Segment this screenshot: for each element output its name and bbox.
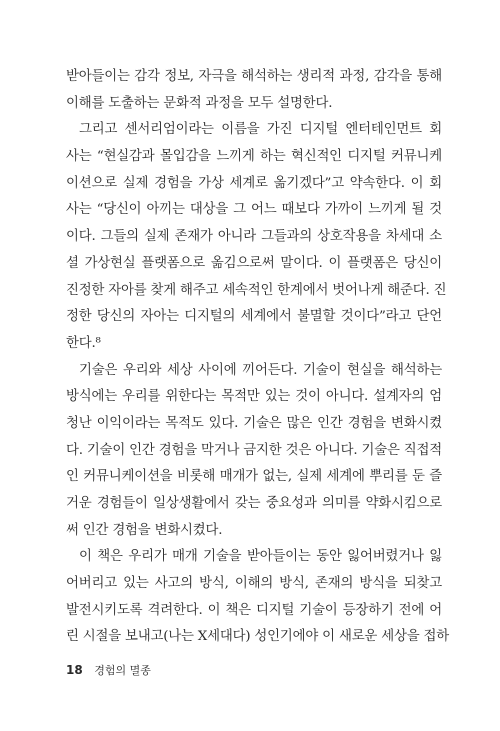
page-number: 18 [66,663,83,677]
text-line: 이해를 도출하는 문화적 과정을 모두 설명한다. [66,95,333,111]
text-line: 발전시키도록 격려한다. 이 책은 디지털 기술이 등장하기 전에 어 [66,602,442,618]
text-line: 한다.⁸ [66,335,101,351]
running-title: 경험의 멸종 [94,664,151,677]
text-line: 인 커뮤니케이션을 비롯해 매개가 없는, 실제 세계에 뿌리를 둔 즐 [66,469,442,485]
text-line: 정한 당신의 자아는 디지털의 세계에서 불멸할 것이다”라고 단언 [66,309,442,325]
text-line: 진정한 자아를 찾게 해주고 세속적인 한계에서 벗어나게 해준다. 진 [66,282,447,298]
text-line: 받아들이는 감각 정보, 자극을 해석하는 생리적 과정, 감각을 통해 [66,69,442,84]
text-line: 어버리고 있는 사고의 방식, 이해의 방식, 존재의 방식을 되찾고 [66,576,442,592]
text-line: 그리고 센서리엄이라는 이름을 가진 디지털 엔터테인먼트 회 [79,122,442,138]
text-line: 청난 이익이라는 목적도 있다. 기술은 많은 인간 경험을 변화시켰 [66,415,442,431]
text-line: 써 인간 경험을 변화시켰다. [66,522,223,538]
text-line: 린 시절을 보내고(나는 X세대다) 성인기에야 이 새로운 세상을 접하 [66,629,449,645]
text-line: 거운 경험들이 일상생활에서 갖는 중요성과 의미를 약화시킴으로 [66,496,442,511]
text-line: 다. 기술이 인간 경험을 막거나 금지한 것은 아니다. 기술은 직접적 [66,442,442,458]
text-line: 사는 “현실감과 몰입감을 느끼게 하는 혁신적인 디지털 커뮤니케 [66,149,442,165]
text-line: 이 책은 우리가 매개 기술을 받아들이는 동안 잃어버렸거나 잃 [79,549,442,565]
text-line: 기술은 우리와 세상 사이에 끼어든다. 기술이 현실을 해석하는 [79,362,442,378]
body-text [66,64,449,651]
text-line: 이션으로 실제 경험을 가상 세계로 옮기겠다”고 약속한다. 이 회 [66,175,442,191]
text-line: 사는 “당신이 아끼는 대상을 그 어느 때보다 가까이 느끼게 될 것 [66,202,442,218]
text-line: 이다. 그들의 실제 존재가 아니라 그들과의 상호작용을 차세대 소 [66,229,442,245]
text-line: 방식에는 우리를 위한다는 목적만 있는 것이 아니다. 설계자의 엄 [66,389,442,405]
text-line: 셜 가상현실 플랫폼으로 옮김으로써 말이다. 이 플랫폼은 당신이 [66,255,442,271]
page-footer [66,662,151,678]
